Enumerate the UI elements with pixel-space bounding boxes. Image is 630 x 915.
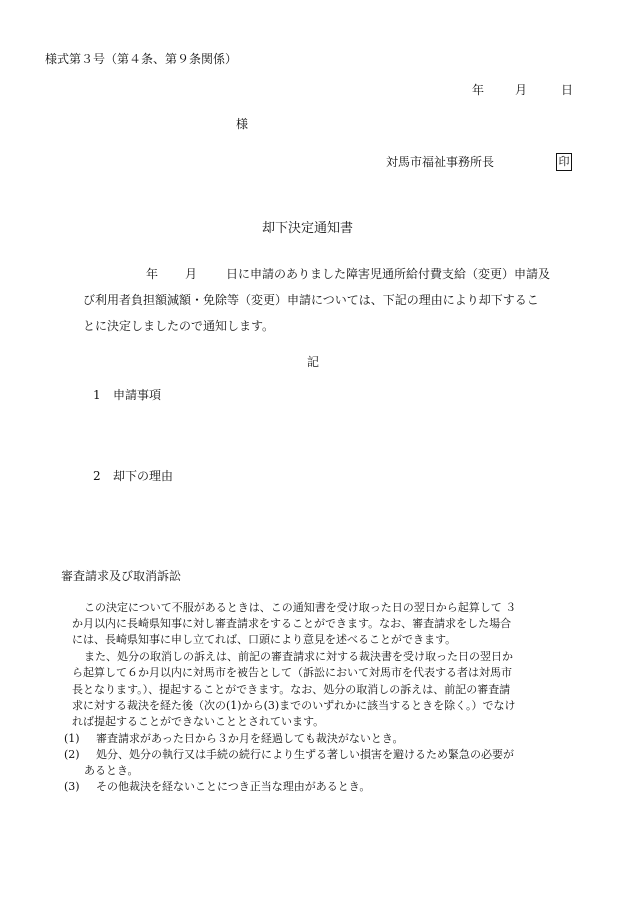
condition-2-continuation: あるとき。 (84, 764, 139, 777)
ki-label: 記 (307, 355, 320, 369)
appeal-line-6: 長となります。）、提起することができます。なお、処分の取消しの訴えは、前記の審査請 (72, 683, 511, 696)
appeal-line-2: か月以内に長崎県知事に対し審査請求をすることができます。なお、審査請求をした場合 (72, 617, 512, 630)
issuer: 対馬市福祉事務所長 (386, 155, 495, 169)
form-number: 様式第３号（第４条、第９条関係） (45, 52, 238, 66)
item-1-number: 1 (93, 388, 101, 402)
appeal-line-5: ら起算して６か月以内に対馬市を被告として（訴訟において対馬市を代表する者は対馬市 (72, 666, 512, 679)
appeal-line-4: また、処分の取消しの訴えは、前記の審査請求に対する裁決書を受け取った日の翌日か (84, 650, 513, 663)
body-line-3: とに決定しましたので通知します。 (83, 319, 275, 333)
date-year: 年 (472, 83, 485, 97)
item-2-label: 却下の理由 (113, 469, 174, 483)
body-line-2: び利用者負担額減額・免除等（変更）申請については、下記の理由により却下するこ (83, 293, 539, 307)
condition-1-number: (1) (64, 732, 80, 745)
condition-3-number: (3) (64, 780, 80, 793)
item-2-number: 2 (93, 469, 101, 483)
appeal-line-8: れば提起することができないこととされています。 (72, 715, 325, 728)
condition-2-text: 処分、処分の執行又は手続の続行により生ずる著しい損害を避けるため緊急の必要が (96, 748, 514, 761)
condition-2-number: (2) (64, 748, 80, 761)
appeal-line-7: 求に対する裁決を経た後（次の(1)から(3)までのいずれかに該当するときを除く。）でなけ (72, 699, 516, 712)
appeal-heading: 審査請求及び取消訴訟 (61, 569, 182, 583)
addressee-suffix: 様 (236, 117, 249, 131)
appeal-line-3: には、長崎県知事に申し立てれば、口頭により意見を述べることができます。 (72, 633, 457, 646)
date-day: 日 (561, 83, 574, 97)
appeal-line-1: この決定について不服があるときは、この通知書を受け取った日の翌日から起算して ３ (84, 601, 517, 614)
date-month: 月 (515, 83, 528, 97)
body-year: 年 (146, 267, 159, 281)
item-1-label: 申請事項 (113, 388, 162, 402)
condition-1-text: 審査請求があった日から３か月を経過しても裁決がないとき。 (96, 732, 404, 745)
seal-mark: 印 (556, 153, 572, 171)
page-title: 却下決定通知書 (262, 221, 354, 236)
body-line-1: 日に申請のありました障害児通所給付費支給（変更）申請及 (226, 267, 551, 281)
body-month: 月 (185, 267, 198, 281)
condition-3-text: その他裁決を経ないことにつき正当な理由があるとき。 (96, 780, 371, 793)
